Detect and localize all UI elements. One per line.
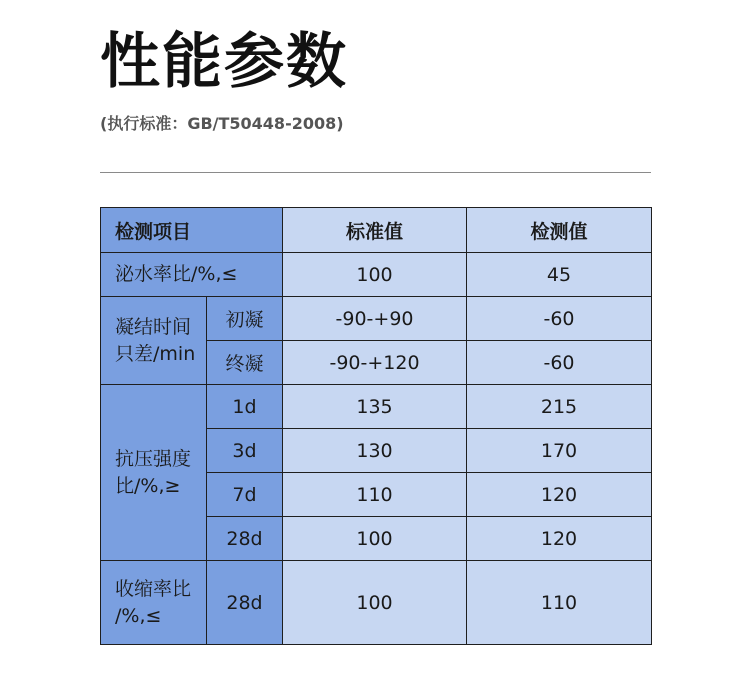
performance-table [100, 207, 652, 645]
header-standard: 标准值 [283, 208, 467, 253]
compressive-age: 1d [207, 385, 283, 429]
table-row-initial-setting [101, 297, 652, 341]
divider [100, 172, 651, 173]
compressive-label-line2: 比/%,≥ [115, 474, 181, 497]
compressive-measured: 120 [467, 517, 652, 561]
shrinkage-label-line1: 收缩率比 [115, 577, 192, 600]
header-item: 检测项目 [101, 208, 283, 253]
compressive-standard: 100 [283, 517, 467, 561]
compressive-age: 28d [207, 517, 283, 561]
compressive-age: 3d [207, 429, 283, 473]
bleeding-label: 泌水率比/%,≤ [101, 253, 283, 297]
shrinkage-measured: 110 [467, 561, 652, 645]
page-title: 性能参数 [100, 27, 348, 97]
compressive-age: 7d [207, 473, 283, 517]
header-measured: 检测值 [467, 208, 652, 253]
shrinkage-age: 28d [207, 561, 283, 645]
compressive-standard: 110 [283, 473, 467, 517]
table-row-shrinkage [101, 561, 652, 645]
shrinkage-label [101, 561, 207, 645]
setting-label [101, 297, 207, 385]
initial-setting-standard: -90-+90 [283, 297, 467, 341]
shrinkage-label-line2: /%,≤ [115, 604, 162, 627]
compressive-measured: 170 [467, 429, 652, 473]
compressive-standard: 135 [283, 385, 467, 429]
shrinkage-standard: 100 [283, 561, 467, 645]
compressive-measured: 215 [467, 385, 652, 429]
setting-label-line1: 凝结时间 [115, 315, 192, 338]
table-row-bleeding [101, 253, 652, 297]
initial-setting-measured: -60 [467, 297, 652, 341]
final-setting-standard: -90-+120 [283, 341, 467, 385]
bleeding-measured: 45 [467, 253, 652, 297]
compressive-label-line1: 抗压强度 [115, 447, 192, 470]
table-header-row [101, 208, 652, 253]
standard-subtitle: (执行标准：GB/T50448-2008) [100, 114, 344, 133]
initial-setting-label: 初凝 [207, 297, 283, 341]
compressive-standard: 130 [283, 429, 467, 473]
bleeding-standard: 100 [283, 253, 467, 297]
final-setting-label: 终凝 [207, 341, 283, 385]
table-row-compressive-1d [101, 385, 652, 429]
compressive-measured: 120 [467, 473, 652, 517]
compressive-label [101, 385, 207, 561]
setting-label-line2: 只差/min [115, 342, 196, 365]
final-setting-measured: -60 [467, 341, 652, 385]
